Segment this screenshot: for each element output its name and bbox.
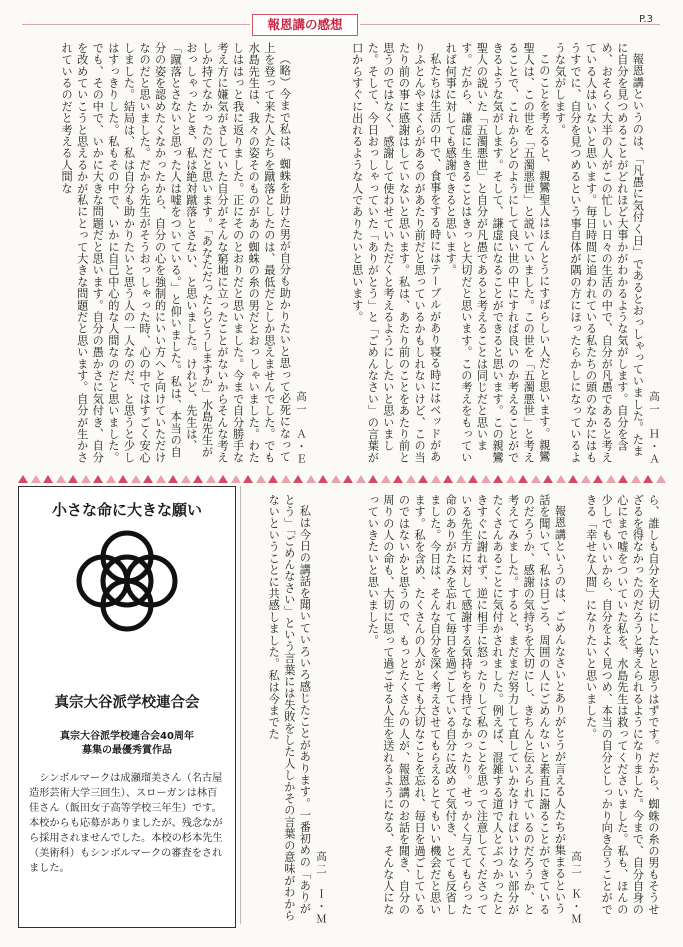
slogan-description: シンボルマークは成瀬瑠美さん（名古屋造形芸術大学三回生）、スローガンは林百佳さん（飯田女子高等学校三年生）です。本校からも応募がありましたが、残念ながら採用されませんでした。本校の杉本先生（美術科）もシンボルマークの審査をされました。 xyxy=(29,773,223,874)
divider-triangle xyxy=(406,475,416,483)
five-circle-flower-icon xyxy=(75,529,179,633)
essay-continuation: ら、誰しも自分を大切にしたいと思うはずです。だから、蜘蛛の糸の男もそうせざるを得なかったのだろうと考えられるようになりました。今まで、自分自身の心にまで嘘をついていた私を、水島先生は救ってくださいました。私も、ほんの少しでもいいから、自分をよく見つめ、本当の自分としっかり向き合うことができる「幸せな人間」になりたいと思いました。 xyxy=(584,494,660,916)
divider-triangle xyxy=(606,475,616,483)
divider-triangle xyxy=(143,475,153,483)
divider-triangle xyxy=(468,475,478,483)
divider-triangle xyxy=(343,475,353,483)
divider-triangle xyxy=(168,475,178,483)
divider-triangle xyxy=(293,475,303,483)
divider-triangle xyxy=(518,475,528,483)
slogan-heading: 小さな命に大きな願い xyxy=(51,501,202,519)
divider-triangle xyxy=(556,475,566,483)
divider-triangle xyxy=(368,475,378,483)
essay-ae xyxy=(22,42,308,466)
divider-triangle xyxy=(618,475,628,483)
divider-triangle xyxy=(31,475,41,483)
divider-triangle xyxy=(643,475,653,483)
divider-triangle xyxy=(18,475,28,483)
header-rule-left xyxy=(22,24,250,25)
essay-im xyxy=(244,494,328,926)
essay-paragraph: 報恩講というのは、ごめんなさいとありがとうが言える人たちが集まるという話を聞いて、私は日ごろ、周囲の人にごめんないと素直に謝ることができているのだろうか、感謝の気持ちを大切にし、きちんと伝えられているのだろうか、と考えてみました。すると、まだまだ努力して直していかなければいけない部分がたくさんあることに気付かされました。例えば、混雑する道で人とぶつかったときすぐに謝れず、逆に相手に怒ったりして私のことを思って注意してくださっている先生方に対して感謝する気持ちを持てなかったり。せっかく与えてもらった命のありがたみを忘れて毎日を過ごしている自分に改めて気付き、とても反省しました。今日は、そんな自分を深く考えさせてもらえるとてもいい機会だと思います。私を含め、たくさんの人がとても大切なことを忘れ、毎日を過ごしているのではないかと思うので、もっとたくさんの人が、報恩講のお話を聞き、自分の周りの人の命も、大切に思って過ごせる人生を送れるようになる、そんな人になっていきたいと思いました。 xyxy=(366,494,567,916)
page-number: P.3 xyxy=(638,14,653,25)
divider-triangle xyxy=(281,475,291,483)
org-name: 真宗大谷派学校連合会 xyxy=(54,695,200,711)
divider-triangle xyxy=(456,475,466,483)
divider-triangle xyxy=(81,475,91,483)
divider-triangle xyxy=(243,475,253,483)
divider-triangle xyxy=(43,475,53,483)
essay-paragraph: 報恩講というのは、「凡愚に気付く日」であるとおっしゃっていました。たまに自分を見つめることがどれほど大事かがわかるような気がします。自分を含め、おそらく大半の人がこの忙しい日々の生活の中で、自分が凡愚であると考えている人はいないと思います。毎日時間に追われている私たちの頭のなかにはもうすでに、自分を見つめるという事自体が隅の方にほったらかしになっているような気がします。 xyxy=(553,42,645,464)
divider-triangle xyxy=(193,475,203,483)
essay-paragraph: （略）今まで私は、蜘蛛を助けた男が自分も助かりたいと思って必死になって上を登って来た人たちを蹴落としたのは、最低だとしか思えませんでした。でも水島先生は、我々の姿そのものがあの蜘蛛の糸の男だとおっしゃいました。わたしははっと我に返りました。正にそのとおりだと思いました。今まで自分勝手な考え方に嫌気がさしていた自分がそんな窮地に立ったことがないからそんな考えしか持てなかったのだと思います。「あなただったらどうしますか」水島先生がおっしゃったとき、私は絶対蹴落とさない、と思いました。けれど、先生は、「蹴落とさないと思った人は嘘をついている。」と仰いました。私は、本当の自分の姿を認めたくなかったから、自分の心を強制的にいい方へと向けていただけなのだと思いました。だから先生がそうおっしゃった時、心の中ではすごく安心しました。結局は、私は自分も助かりたいと思う人の一人なのだ、と思うと少しはすっきりした。私もその中で、いかに自己中心的な人間なのだと思いました。でも、その中で、いかに大きな問題だと思います。自分の愚かさに気付き、自分を改めていこうと思えるかが私にとって大きな問題だと思います。自分が生かされているのだと考える人間な xyxy=(60,42,292,464)
essay-byline: 高一 Ｈ・Ａ xyxy=(648,391,660,466)
divider-triangle xyxy=(431,475,441,483)
divider-triangle xyxy=(418,475,428,483)
essay-km xyxy=(335,494,661,926)
column-rule xyxy=(240,486,241,924)
divider-triangle xyxy=(93,475,103,483)
divider-triangle xyxy=(181,475,191,483)
essay-ha xyxy=(335,42,661,466)
essay-byline: 高二 Ｋ・Ｍ xyxy=(570,851,583,926)
page-header xyxy=(0,10,683,36)
divider-triangle xyxy=(356,475,366,483)
divider-triangle xyxy=(506,475,516,483)
divider-triangle xyxy=(568,475,578,483)
divider-triangle xyxy=(393,475,403,483)
divider-triangle xyxy=(256,475,266,483)
divider-triangle xyxy=(118,475,128,483)
divider-triangle xyxy=(68,475,78,483)
org-anniversary: 真宗大谷派学校連合会40周年 xyxy=(60,731,194,742)
divider-triangle xyxy=(381,475,391,483)
divider-triangle xyxy=(443,475,453,483)
essay-paragraph: 私は今日の講話を聞いていろいろ感じたことがあります。一番初めの「ありがとう」「ごめんなさい」という言葉には失敗をした人しかその言葉の意味がわからないということに共感しました。私は今までた xyxy=(267,494,312,922)
page-title: 報恩講の感想 xyxy=(252,14,358,36)
divider-triangle xyxy=(306,475,316,483)
divider-triangle xyxy=(656,475,666,483)
divider-triangle xyxy=(218,475,228,483)
divider-triangle xyxy=(331,475,341,483)
essay-paragraph: このことを考えると、親鸞聖人はほんとうにすばらしい人だと思います。親鸞聖人は、この世を「五濁悪世」と説いていました。この世を「五濁悪世」と考えることで、これからどのようにして良い世の中にすれば良いのか考えることができるような気がします。そして、謙虚になることができると思います。この親鸞聖人の説いた「五濁悪世」と自分が凡愚であると考えることは同じだと思います。だから、謙虚に生きることはきっと大切だと思います。この考えをもっていれば何事に対しても感謝できると思います。 xyxy=(444,42,551,464)
slogan-box xyxy=(18,486,236,928)
header-rule-right xyxy=(360,24,660,25)
divider-triangle xyxy=(56,475,66,483)
divider-triangle xyxy=(581,475,591,483)
divider-triangle xyxy=(106,475,116,483)
divider-triangle xyxy=(493,475,503,483)
divider-triangle xyxy=(156,475,166,483)
divider-triangle xyxy=(206,475,216,483)
divider-triangle xyxy=(131,475,141,483)
section-divider xyxy=(18,471,666,487)
award-caption: 募集の最優秀賞作品 xyxy=(82,745,172,756)
divider-triangle xyxy=(481,475,491,483)
divider-triangle xyxy=(231,475,241,483)
divider-triangle xyxy=(268,475,278,483)
essay-byline: 高二 Ｉ・Ｍ xyxy=(315,851,327,926)
divider-triangle xyxy=(318,475,328,483)
divider-triangle xyxy=(593,475,603,483)
divider-triangle xyxy=(531,475,541,483)
divider-triangle xyxy=(543,475,553,483)
essay-paragraph: 私たちは生活の中で、食事をする時にはテーブルがあり寝る時にはベッドがありふとんやまくらがあるのがあたり前だと思っているかもしれないけど、この当たり前の事に感謝はしていないと思います。私は、あたり前のことをあたり前と思うのではなく、感謝して使わせていただくと考えるようにしたいと思いました。そして、今日おっしゃっていた「ありがとう」と「ごめんなさい」の言葉が口からすぐに出れるような人でありたいと思います。 xyxy=(350,42,442,464)
divider-triangle xyxy=(631,475,641,483)
essay-byline: 高一 Ａ・Ｅ xyxy=(295,391,307,466)
